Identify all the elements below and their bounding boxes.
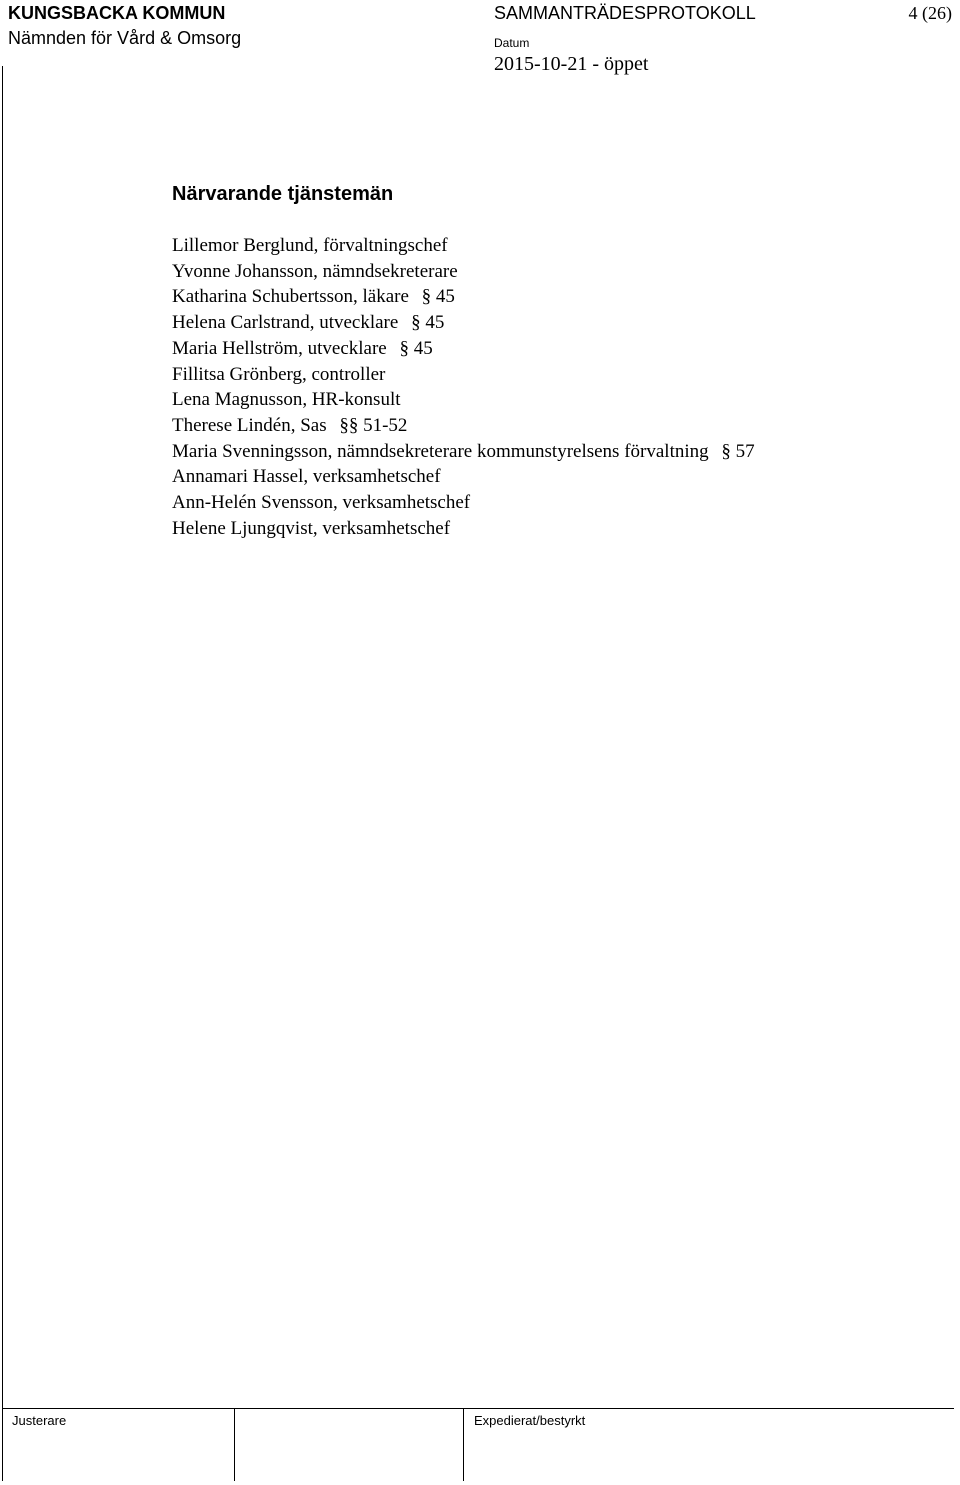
staff-entry: Lillemor Berglund, förvaltningschef [172,235,448,256]
section-heading: Närvarande tjänstemän [172,183,394,205]
date-label: Datum [494,36,530,50]
staff-entry: Ann-Helén Svensson, verksamhetschef [172,492,471,514]
list-item [172,387,755,413]
staff-entry: Helene Ljungqvist, verksamhetschef [172,517,451,539]
paragraph-ref: 45 [435,286,455,308]
list-item [172,413,755,439]
list-item [172,464,755,490]
staff-entry: Lena Magnusson, HR-konsult [172,389,401,411]
staff-entry: Therese Lindén, Sas [172,414,327,436]
staff-entry: Annamari Hassel, verksamhetschef [172,466,441,488]
footer-divider [463,1408,464,1481]
list-item [172,516,755,542]
meeting-date: 2015-10-21 - öppet [494,53,649,75]
footer-divider [234,1408,235,1481]
paragraph-sign: §§ [339,414,359,436]
list-item [172,362,755,388]
list-item [172,336,755,362]
staff-entry: Maria Svenningsson, nämndsekreterare kommunstyrelsens förvaltning [172,440,709,462]
organization-name: KUNGSBACKA KOMMUN [8,3,226,23]
staff-entry: Helena Carlstrand, utvecklare [172,312,399,334]
list-item [172,310,755,336]
staff-entry: Fillitsa Grönberg, controller [172,363,386,385]
list-item [172,259,755,285]
paragraph-ref: 51-52 [363,414,408,436]
paragraph-sign: § [421,286,432,308]
left-margin-line [2,66,3,1481]
paragraph-ref: 57 [735,440,755,462]
list-item [172,233,755,259]
list-item [172,439,755,465]
footer-expedierat-label: Expedierat/bestyrkt [474,1413,586,1428]
document-type: SAMMANTRÄDESPROTOKOLL [494,3,756,23]
staff-entry: Maria Hellström, utvecklare [172,337,387,359]
footer-justerare-label: Justerare [12,1413,67,1428]
staff-entry: Katharina Schubertsson, läkare [172,286,409,308]
footer-rule [2,1408,954,1409]
list-item [172,490,755,516]
paragraph-ref: 45 [413,337,433,359]
page-number: 4 (26) [908,3,952,23]
list-item [172,284,755,310]
paragraph-sign: § [399,337,409,359]
staff-entry: Yvonne Johansson, nämndsekreterare [172,260,458,282]
paragraph-sign: § [411,312,421,334]
paragraph-sign: § [721,440,731,462]
paragraph-ref: 45 [425,312,445,334]
staff-list [172,233,755,541]
board-name: Nämnden för Vård & Omsorg [8,28,242,48]
